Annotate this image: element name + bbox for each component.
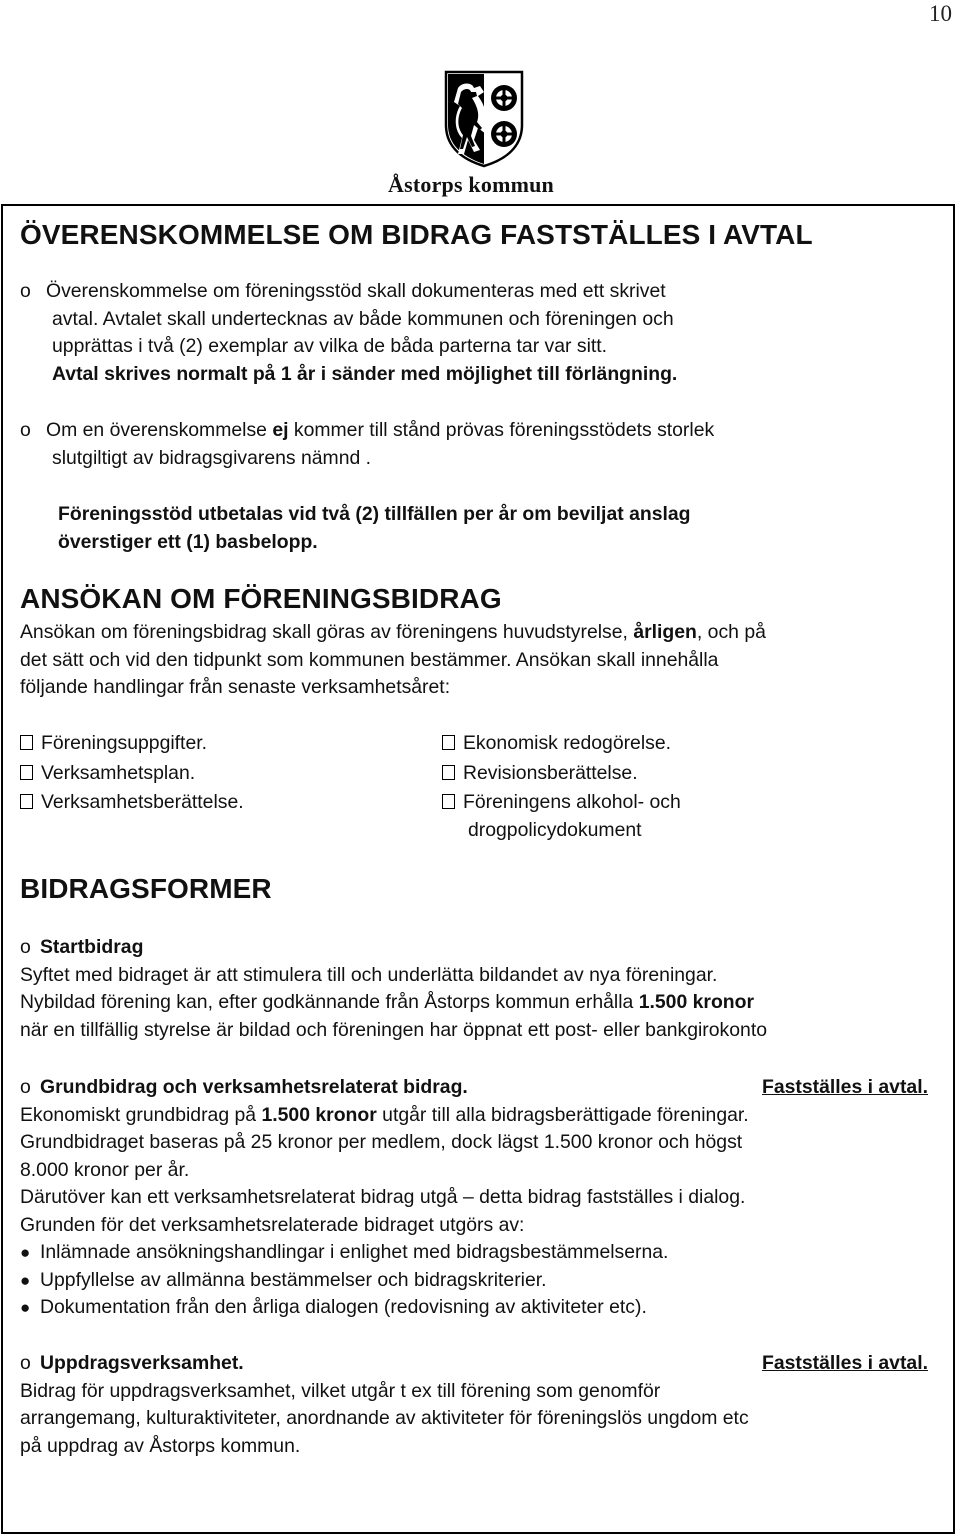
text-segment: utgår till alla bidragsberättigade föreningar. bbox=[376, 1103, 749, 1126]
start-grant-block bbox=[20, 934, 767, 1044]
checkbox-square-icon bbox=[20, 765, 33, 780]
text-line: Grunden för det verksamhetsrelaterade bidraget utgörs av: bbox=[20, 1213, 525, 1236]
list-item-label: Föreningens alkohol- och bbox=[463, 791, 681, 813]
bullet-dot-icon: ● bbox=[20, 1298, 31, 1317]
list-item bbox=[20, 788, 244, 818]
list-item bbox=[20, 729, 244, 759]
documents-list-left bbox=[20, 729, 244, 818]
text-line: upprättas i två (2) exemplar av vilka de båda parterna tar var sitt. bbox=[52, 335, 608, 357]
amount-text: 1.500 kronor bbox=[638, 991, 755, 1013]
bullet-marker: o bbox=[20, 280, 31, 302]
text-segment: Om en överenskommelse bbox=[46, 419, 273, 441]
text-line: Grundbidraget baseras på 25 kronor per medlem, dock lägst 1.500 kronor och högst bbox=[20, 1131, 743, 1153]
list-item bbox=[20, 759, 244, 789]
list-item bbox=[442, 759, 681, 789]
emphasis-text: årligen bbox=[633, 621, 697, 643]
list-item-label: Föreningsuppgifter. bbox=[41, 732, 208, 754]
text-line: Syftet med bidraget är att stimulera till och underlätta bildandet av nya föreningar. bbox=[20, 963, 718, 986]
checkbox-square-icon bbox=[20, 735, 33, 750]
emphasis-text: ej bbox=[272, 419, 289, 441]
list-item bbox=[20, 1267, 928, 1295]
coat-of-arms-logo-icon bbox=[444, 70, 524, 168]
amount-text: 1.500 kronor bbox=[261, 1103, 377, 1126]
text-line: Överenskommelse om föreningsstöd skall dokumenteras med ett skrivet bbox=[46, 280, 666, 302]
start-grant-title: Startbidrag bbox=[40, 936, 144, 958]
text-line: Bidrag för uppdragsverksamhet, vilket utgår t ex till förening som genomför bbox=[20, 1379, 661, 1402]
text-line: när en tillfällig styrelse är bildad och föreningen har öppnat ett post- eller bankgirokonto bbox=[20, 1018, 767, 1041]
text-line: Därutöver kan ett verksamhetsrelaterat bidrag utgå – detta bidrag fastställes i dialog. bbox=[20, 1186, 746, 1208]
text-segment: , och på bbox=[696, 621, 766, 643]
section-heading-agreement: ÖVERENSKOMMELSE OM BIDRAG FASTSTÄLLES I AVTAL bbox=[20, 219, 813, 250]
list-item-label: Revisionsberättelse. bbox=[463, 761, 638, 784]
text-line: följande handlingar från senaste verksamhetsåret: bbox=[20, 676, 451, 698]
text-line: överstiger ett (1) basbelopp. bbox=[58, 530, 318, 553]
list-item-continuation: drogpolicydokument bbox=[468, 818, 642, 841]
bullet-marker: o bbox=[20, 936, 31, 958]
payment-note bbox=[58, 501, 691, 556]
list-item bbox=[442, 729, 681, 759]
agreement-duration-line: Avtal skrives normalt på 1 år i sänder med möjlighet till förlängning. bbox=[52, 362, 678, 385]
text-segment: Nybildad förening kan, efter godkännande från Åstorps kommun erhålla bbox=[20, 991, 639, 1013]
list-item bbox=[20, 1239, 928, 1267]
application-paragraph bbox=[20, 619, 766, 702]
bullet-dot-icon: ● bbox=[20, 1270, 31, 1290]
basic-grant-block bbox=[20, 1074, 928, 1322]
fixed-in-agreement-label: Fastställes i avtal. bbox=[762, 1076, 928, 1098]
text-line: 8.000 kronor per år. bbox=[20, 1158, 190, 1181]
checkbox-square-icon bbox=[442, 794, 455, 809]
bullet-marker: o bbox=[20, 1352, 31, 1374]
text-line: slutgiltigt av bidragsgivarens nämnd . bbox=[52, 446, 372, 469]
checkbox-square-icon bbox=[442, 765, 455, 780]
agreement-item-2 bbox=[20, 417, 714, 472]
text-segment: Ekonomiskt grundbidrag på bbox=[20, 1103, 262, 1126]
agreement-item-1 bbox=[20, 278, 677, 388]
documents-list-right bbox=[442, 729, 681, 843]
content-frame bbox=[1, 204, 955, 1534]
bullet-marker: o bbox=[20, 419, 31, 441]
page-number: 10 bbox=[929, 1, 952, 26]
basic-grant-title: Grundbidrag och verksamhetsrelaterat bidrag. bbox=[40, 1076, 468, 1098]
list-item-label: Dokumentation från den årliga dialogen (redovisning av aktiviteter etc). bbox=[40, 1296, 647, 1318]
section-heading-forms: BIDRAGSFORMER bbox=[20, 873, 272, 904]
list-item-label: Verksamhetsberättelse. bbox=[41, 791, 244, 813]
list-item-label: Uppfyllelse av allmänna bestämmelser och bidragskriterier. bbox=[40, 1268, 547, 1291]
bullet-dot-icon: ● bbox=[20, 1243, 31, 1262]
commission-grant-title: Uppdragsverksamhet. bbox=[40, 1352, 244, 1374]
text-segment: Ansökan om föreningsbidrag skall göras av föreningens huvudstyrelse, bbox=[20, 621, 634, 643]
bullet-marker: o bbox=[20, 1076, 31, 1098]
text-line: Föreningsstöd utbetalas vid två (2) tillfällen per år om beviljat anslag bbox=[58, 503, 691, 525]
text-line: avtal. Avtalet skall undertecknas av både kommunen och föreningen och bbox=[52, 307, 674, 330]
list-item-label: Verksamhetsplan. bbox=[41, 761, 196, 784]
text-line: arrangemang, kulturaktiviteter, anordnande av aktiviteter för föreningslös ungdom etc bbox=[20, 1407, 749, 1429]
text-line: på uppdrag av Åstorps kommun. bbox=[20, 1434, 301, 1457]
text-line: det sätt och vid den tidpunkt som kommunen bestämmer. Ansökan skall innehålla bbox=[20, 648, 719, 671]
section-heading-application: ANSÖKAN OM FÖRENINGSBIDRAG bbox=[20, 583, 502, 614]
checkbox-square-icon bbox=[442, 735, 455, 750]
list-item-label: Ekonomisk redogörelse. bbox=[463, 732, 672, 754]
text-segment: kommer till stånd prövas föreningsstödets storlek bbox=[288, 419, 715, 441]
list-item bbox=[442, 788, 681, 818]
list-item-label: Inlämnade ansökningshandlingar i enlighet med bidragsbestämmelserna. bbox=[40, 1241, 669, 1263]
fixed-in-agreement-label: Fastställes i avtal. bbox=[762, 1352, 928, 1374]
list-item bbox=[20, 1294, 928, 1322]
checkbox-square-icon bbox=[20, 794, 33, 809]
organization-name: Åstorps kommun bbox=[388, 172, 554, 197]
commission-grant-block bbox=[20, 1350, 928, 1460]
